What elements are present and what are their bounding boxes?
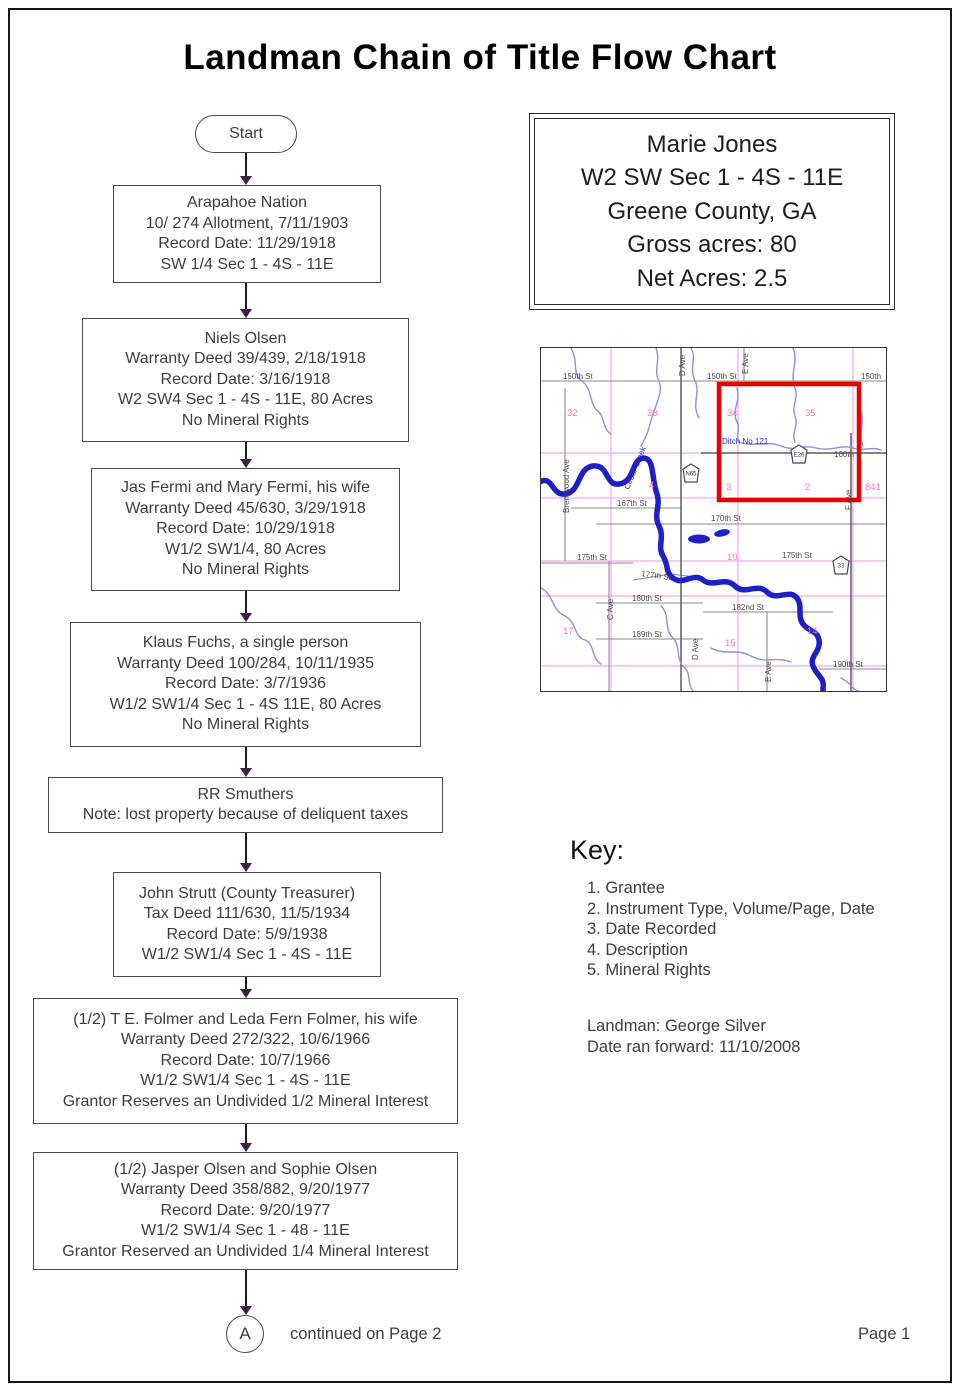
arrowhead-icon (240, 459, 252, 468)
map-label: 190th St (833, 660, 863, 669)
flow-node-line: Warranty Deed 358/882, 9/20/1977 (120, 1181, 371, 1199)
flow-node-line: W1/2 SW1/4 Sec 1 - 4S - 11E (140, 1072, 351, 1090)
flow-arrow (240, 977, 252, 998)
map-label: D Ave (678, 354, 687, 376)
map-label: E Ave (741, 353, 750, 374)
flow-node-line: Tax Deed 111/630, 11/5/1934 (143, 905, 351, 922)
arrowhead-icon (240, 1143, 252, 1152)
flow-start-node (195, 115, 297, 153)
flow-node-john-strutt (113, 872, 381, 977)
flow-node-line: Warranty Deed 39/439, 2/18/1918 (125, 350, 366, 368)
tract-county: Greene County, GA (607, 197, 817, 225)
arrowhead-icon (240, 309, 252, 318)
flow-arrow (240, 1124, 252, 1152)
map-label: D Ave (691, 638, 700, 660)
tract-summary-inner (534, 118, 890, 305)
flow-node-line: W2 SW4 Sec 1 - 4S - 11E, 80 Acres (118, 391, 373, 409)
flow-node-niels-olsen (82, 318, 409, 442)
date-ran-forward: Date ran forward: 11/10/2008 (587, 1038, 801, 1056)
map-label: 14 (807, 626, 818, 637)
map-label: 10 (727, 552, 738, 563)
map-label: 170th St (711, 514, 741, 523)
map-label: 3 (726, 482, 732, 493)
flow-node-line: Note: lost property because of deliquent taxes (82, 806, 409, 823)
page-number: Page 1 (858, 1325, 911, 1343)
map-label: 160th S (834, 450, 862, 459)
arrowhead-icon (240, 613, 252, 622)
map-labels (562, 353, 881, 682)
arrowhead-icon (240, 176, 252, 185)
flow-arrow (240, 153, 252, 185)
map-label: 841 (865, 482, 881, 493)
map-label: 32 (567, 408, 578, 419)
flow-node-line: SW 1/4 Sec 1 - 4S - 11E (160, 255, 334, 273)
flow-arrow (240, 442, 252, 468)
highway-shield-icon (683, 464, 699, 482)
flow-arrow (240, 283, 252, 318)
flow-node-line: Niels Olsen (204, 329, 287, 347)
flow-node-line: Record Date: 3/16/1918 (160, 370, 331, 388)
flow-node-line: No Mineral Rights (181, 716, 310, 734)
flow-node-jas-fermi (91, 468, 400, 591)
flow-node-folmer (33, 998, 458, 1124)
flow-arrow (240, 591, 252, 622)
map-label: 180th St (632, 594, 662, 603)
flow-node-line: W1/2 SW1/4 Sec 1 - 48 - 11E (141, 1222, 350, 1240)
continued-label: continued on Page 2 (290, 1325, 442, 1343)
plat-map (540, 347, 887, 692)
tract-gross-acres: Gross acres: 80 (627, 231, 797, 259)
flow-node-line: (1/2) Jasper Olsen and Sophie Olsen (113, 1160, 378, 1178)
map-label: 35 (805, 408, 816, 419)
flow-node-klaus-fuchs (70, 622, 421, 747)
flow-node-line: Warranty Deed 45/630, 3/29/1918 (125, 499, 366, 517)
flow-node-line: Warranty Deed 272/322, 10/6/1966 (120, 1031, 371, 1049)
flow-arrow (240, 1270, 252, 1315)
flow-node-line: Grantor Reserved an Undivided 1/4 Mineral Interest (62, 1242, 429, 1260)
landman-block (587, 1016, 800, 1058)
map-label: C Ave (606, 598, 615, 620)
key-item: 1. Grantee (587, 879, 665, 897)
key-item: 4. Description (587, 940, 688, 959)
flow-node-line: Record Date: 3/7/1936 (165, 675, 326, 693)
map-label: E Ave (764, 661, 773, 682)
svg-text:33: 33 (837, 563, 845, 570)
flow-node-line: Record Date: 5/9/1938 (166, 925, 328, 943)
map-label: Cedar Creek (622, 445, 648, 491)
connector-label: A (239, 1324, 251, 1343)
svg-text:E26: E26 (793, 452, 805, 459)
flow-node-arapahoe-nation (113, 185, 381, 283)
map-label: 189th St (632, 630, 662, 639)
flow-node-line: W1/2 SW1/4 Sec 1 - 4S - 11E (141, 946, 353, 963)
map-label: Brentwood Ave (562, 459, 571, 513)
tract-net-acres: Net Acres: 2.5 (636, 264, 788, 292)
tract-legal-description: W2 SW Sec 1 - 4S - 11E (580, 164, 844, 192)
key-item: 2. Instrument Type, Volume/Page, Date (587, 899, 875, 918)
off-page-connector-a (226, 1315, 264, 1353)
flow-node-line: Record Date: 11/29/1918 (158, 235, 336, 252)
map-label: 177th St (640, 569, 672, 583)
flow-node-line: Arapahoe Nation (186, 194, 308, 211)
flow-node-line: Record Date: 9/20/1977 (160, 1201, 331, 1219)
flow-node-line: Warranty Deed 100/284, 10/11/1935 (116, 654, 375, 672)
map-label: 150th St (563, 372, 593, 381)
flow-node-line: No Mineral Rights (181, 561, 310, 579)
landman-name: Landman: George Silver (587, 1017, 766, 1035)
arrowhead-icon (240, 989, 252, 998)
map-label: 34 (727, 408, 738, 419)
page-title: Landman Chain of Title Flow Chart (183, 38, 777, 77)
arrowhead-icon (240, 1306, 252, 1315)
flow-node-line: 10/ 274 Allotment, 7/11/1903 (145, 214, 349, 232)
flow-node-line: W1/2 SW1/4, 80 Acres (165, 540, 326, 558)
plat-map-svg (541, 348, 886, 691)
map-label: 17 (563, 626, 574, 637)
flow-node-line: RR Smuthers (197, 785, 294, 803)
map-label: 175th St (782, 551, 812, 560)
flow-arrow (240, 747, 252, 777)
map-label: 167th St (617, 499, 647, 508)
flow-node-line: Record Date: 10/7/1966 (160, 1051, 331, 1069)
key-item: 3. Date Recorded (587, 920, 717, 938)
river-path (541, 458, 823, 691)
flow-node-rr-smuthers (48, 777, 443, 833)
highway-shield-icon (833, 556, 849, 574)
map-label: 33 (647, 408, 658, 419)
flow-node-line: No Mineral Rights (181, 411, 310, 429)
map-label: 150th St (707, 372, 737, 381)
flow-node-line: Jas Fermi and Mary Fermi, his wife (121, 479, 370, 497)
map-label: 15 (725, 638, 736, 649)
arrowhead-icon (240, 863, 252, 872)
flow-node-line: Grantor Reserves an Undivided 1/2 Mineral Interest (62, 1092, 429, 1110)
key-item: 5. Mineral Rights (587, 961, 711, 979)
flow-node-line: (1/2) T E. Folmer and Leda Fern Folmer, his wife (73, 1010, 418, 1028)
flow-node-line: Klaus Fuchs, a single person (142, 634, 349, 652)
start-label: Start (229, 125, 263, 142)
arrowhead-icon (240, 768, 252, 777)
map-label: F Ave (844, 489, 853, 510)
key-heading: Key: (570, 835, 625, 865)
key-list (587, 878, 875, 981)
flow-node-line: John Strutt (County Treasurer) (138, 884, 356, 902)
svg-text:N65: N65 (685, 471, 697, 478)
tract-owner: Marie Jones (646, 130, 778, 158)
tract-summary-box (529, 113, 895, 310)
flow-node-line: Record Date: 10/29/1918 (156, 520, 335, 538)
map-label: 182nd St (732, 603, 765, 612)
map-label: 2 (805, 482, 811, 493)
map-label: Ditch No 121 (722, 437, 769, 446)
flow-arrow (240, 833, 252, 872)
map-label: 4 (649, 480, 655, 491)
flow-node-jasper-olsen (33, 1152, 458, 1270)
map-label: 175th St (577, 553, 607, 562)
map-label: 150th (861, 372, 882, 381)
flow-node-line: W1/2 SW1/4 Sec 1 - 4S 11E, 80 Acres (109, 695, 382, 713)
